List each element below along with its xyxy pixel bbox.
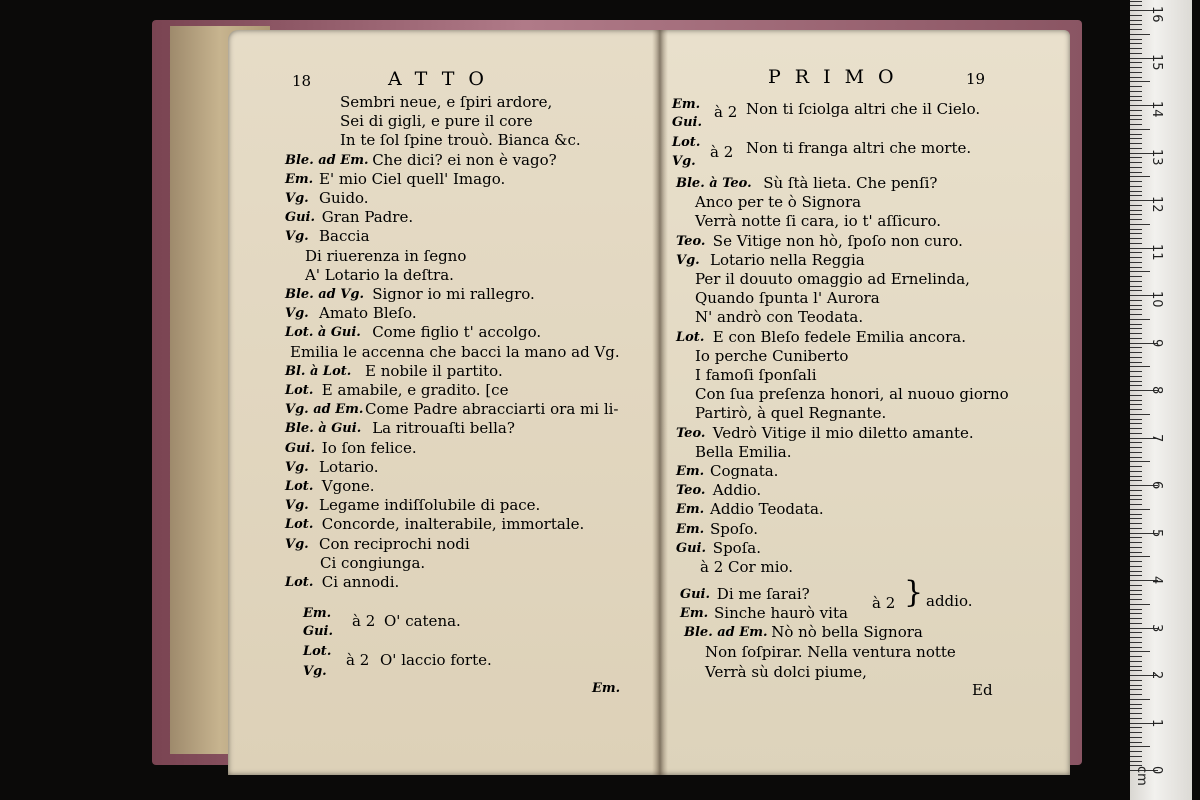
verse-line: Lotario. (319, 457, 379, 476)
ruler-tick (1130, 124, 1142, 125)
ruler-tick (1130, 281, 1142, 282)
verse-line: Verrà notte ſi cara, io t' aſſicuro. (695, 212, 942, 231)
ruler-tick (1130, 651, 1150, 652)
ruler-tick (1130, 613, 1142, 614)
verse-line: Gran Padre. (321, 208, 414, 227)
speaker-label: Em. (680, 606, 709, 621)
ruler-tick (1130, 656, 1142, 657)
verse-line: In te ſol ſpine trouò. Bianca &c. (340, 131, 581, 150)
ruler-tick (1130, 62, 1142, 63)
speaker-label: Bl. à Lot. (285, 363, 352, 379)
ruler-tick (1130, 737, 1142, 738)
verse-line: Partirò, à quel Regnante. (695, 404, 887, 423)
ruler-tick (1130, 761, 1142, 762)
ruler-tick (1130, 72, 1142, 73)
ruler-label: 6 (1149, 481, 1164, 490)
ruler-tick (1130, 229, 1142, 230)
verse-line: Se Vitige non hò, ſpoſo non curo. (712, 231, 963, 250)
verse-line: Quando ſpunta l' Aurora (695, 289, 880, 308)
ruler-tick (1130, 338, 1142, 339)
left-running-head: ATTO (388, 68, 498, 90)
speaker-label: Vg. ad Em. (285, 402, 364, 418)
ruler-tick (1130, 571, 1142, 572)
ruler-tick (1130, 528, 1142, 529)
ruler-tick (1130, 110, 1142, 111)
ruler-tick (1130, 609, 1142, 610)
ruler-tick (1130, 148, 1142, 149)
speaker-label: Lot. (285, 479, 314, 494)
ruler-tick (1130, 371, 1142, 372)
ruler-tick (1130, 618, 1142, 619)
ruler-tick (1130, 537, 1142, 538)
ruler-tick (1130, 637, 1142, 638)
ruler-tick (1130, 756, 1142, 757)
verse-line: Ci congiunga. (320, 553, 426, 572)
catchword: Em. (592, 681, 621, 696)
speaker-label: Gui. (285, 440, 316, 456)
speaker-label: Lot. (676, 329, 705, 345)
ruler-tick (1130, 414, 1150, 415)
duet-mark: à 2 (710, 143, 734, 161)
verse-line: Come Padre abracciarti ora mi li- (365, 400, 619, 419)
ruler-tick (1130, 134, 1142, 135)
ruler-tick (1130, 661, 1142, 662)
ruler-label: 8 (1149, 386, 1164, 395)
speaker-label: Em. (676, 502, 705, 518)
verse-line: Guido. (319, 189, 369, 207)
ruler-tick (1130, 15, 1142, 16)
verse-line: Nò nò bella Signora (771, 623, 923, 641)
ruler-tick (1130, 271, 1150, 272)
ruler-tick (1130, 195, 1142, 196)
ruler-label: 5 (1149, 528, 1164, 537)
verse-line: Amato Bleſo. (319, 304, 417, 323)
ruler-tick (1130, 556, 1150, 557)
speaker-label: Lot. (285, 517, 314, 533)
verse-line: Di riuerenza in ſegno (305, 246, 467, 265)
ruler-tick (1130, 751, 1142, 752)
speaker-label: Vg. (285, 536, 309, 552)
ruler-tick (1130, 309, 1142, 310)
ruler-label: 1 (1149, 718, 1164, 727)
ruler-tick (1130, 138, 1142, 139)
ruler-tick (1130, 699, 1150, 700)
ruler-label: 15 (1149, 53, 1164, 71)
verse-line: Che dici? ei non è vago? (372, 150, 557, 169)
speaker-label: Vg. (672, 154, 696, 169)
left-page-number: 18 (292, 72, 312, 90)
ruler-tick (1130, 96, 1142, 97)
ruler-tick (1130, 447, 1142, 448)
ruler-tick (1130, 499, 1142, 500)
ruler-tick (1130, 157, 1142, 158)
ruler-tick (1130, 590, 1142, 591)
ruler-tick (1130, 642, 1142, 643)
ruler-tick (1130, 100, 1142, 101)
verse-line: Di me ſarai? (716, 585, 810, 603)
speaker-label: Gui. (285, 210, 316, 226)
ruler-tick (1130, 694, 1142, 695)
speaker-label: Lot. (285, 575, 314, 590)
ruler-tick (1130, 599, 1142, 600)
ruler-tick (1130, 119, 1142, 120)
ruler-tick (1130, 34, 1150, 35)
ruler-tick (1130, 352, 1142, 353)
verse-line: O' laccio forte. (380, 651, 492, 669)
duet-mark: à 2 (346, 651, 370, 669)
ruler-tick (1130, 376, 1142, 377)
verse-line: Spoſa. (712, 538, 761, 557)
speaker-label: Vg. (285, 191, 309, 206)
ruler-tick (1130, 547, 1142, 548)
ruler-label: 11 (1149, 243, 1164, 261)
ruler-tick (1130, 704, 1142, 705)
verse-line: E nobile il partito. (365, 361, 503, 380)
right-running-head: PRIMO (768, 66, 908, 88)
ruler-tick (1130, 509, 1150, 510)
speaker-label: Teo. (676, 233, 706, 249)
speaker-label: Em. (676, 521, 705, 537)
ruler-tick (1130, 518, 1142, 519)
speaker-label: Vg. (285, 459, 309, 475)
speaker-label: Gui. (676, 540, 707, 556)
ruler-tick (1130, 290, 1142, 291)
ruler-tick (1130, 666, 1142, 667)
ruler-tick (1130, 476, 1142, 477)
ruler-tick (1130, 243, 1142, 244)
ruler-tick (1130, 257, 1142, 258)
verse-line: Sembri neue, e ſpiri ardore, (340, 93, 553, 111)
speaker-label: Lot. (303, 644, 332, 659)
ruler-tick (1130, 276, 1142, 277)
ruler-tick (1130, 428, 1142, 429)
verse-line: Cognata. (710, 462, 779, 480)
right-page-number: 19 (966, 70, 986, 88)
ruler-tick (1130, 314, 1142, 315)
verse-line: Io ſon felice. (321, 438, 417, 457)
speaker-label: Gui. (303, 624, 334, 639)
ruler-tick (1130, 214, 1142, 215)
verse-line: Legame indiſſolubile di pace. (319, 496, 541, 515)
speaker-label: Gui. (672, 115, 703, 130)
ruler-tick (1130, 647, 1142, 648)
verse-line: Concorde, inalterabile, immortale. (321, 515, 585, 534)
ruler-tick (1130, 727, 1142, 728)
ruler-tick (1130, 404, 1142, 405)
ruler-tick (1130, 362, 1142, 363)
ruler-label: 12 (1149, 196, 1164, 213)
ruler-tick (1130, 514, 1142, 515)
verse-line: Vgone. (321, 477, 375, 495)
speaker-label: Em. (285, 171, 314, 187)
ruler-tick (1130, 732, 1142, 733)
ruler-tick (1130, 452, 1142, 453)
verse-line: Per il douuto omaggio ad Ernelinda, (695, 270, 970, 288)
measurement-ruler (1130, 0, 1192, 800)
ruler-label: 13 (1149, 148, 1164, 166)
ruler-tick (1130, 286, 1142, 287)
ruler-tick (1130, 585, 1142, 586)
verse-line: Addio. (712, 481, 762, 500)
verse-line: Non ti franga altri che morte. (746, 139, 972, 157)
speaker-label: Em. (672, 97, 701, 112)
ruler-tick (1130, 708, 1142, 709)
duet-mark: à 2 (352, 612, 376, 630)
ruler-tick (1130, 632, 1142, 633)
ruler-label: 16 (1149, 6, 1164, 23)
ruler-tick (1130, 219, 1142, 220)
ruler-label: 9 (1149, 338, 1164, 347)
ruler-tick (1130, 91, 1142, 92)
verse-line: Con ſua preſenza honori, al nuouo giorno (695, 385, 1009, 404)
ruler-tick (1130, 328, 1142, 329)
ruler-tick (1130, 53, 1142, 54)
ruler-label: 7 (1149, 433, 1164, 442)
verse-line: Anco per te ò Signora (695, 193, 862, 212)
verse-line: Vedrò Vitige il mio diletto amante. (712, 423, 974, 442)
ruler-tick (1130, 623, 1142, 624)
ruler-tick (1130, 746, 1150, 747)
ruler-tick (1130, 357, 1142, 358)
ruler-tick (1130, 504, 1142, 505)
ruler-tick (1130, 172, 1142, 173)
ruler-tick (1130, 347, 1142, 348)
ruler-tick (1130, 685, 1142, 686)
ruler-tick (1130, 713, 1142, 714)
ruler-tick (1130, 381, 1142, 382)
verse-line: Io perche Cuniberto (695, 346, 849, 365)
ruler-tick (1130, 43, 1142, 44)
ruler-label: 14 (1149, 101, 1164, 118)
verse-line: à 2 Cor mio. (700, 558, 794, 576)
ruler-tick (1130, 395, 1142, 396)
ruler-tick (1130, 495, 1142, 496)
ruler-tick (1130, 366, 1150, 367)
ruler-tick (1130, 542, 1142, 543)
ruler-tick (1130, 604, 1150, 605)
speaker-label: Ble. ad Em. (684, 625, 768, 640)
ruler-tick (1130, 24, 1142, 25)
verse-line: I famoſi ſponſali (695, 366, 817, 384)
ruler-tick (1130, 162, 1142, 163)
ruler-tick (1130, 523, 1142, 524)
speaker-label: Vg. (676, 252, 700, 268)
speaker-label: Em. (676, 464, 705, 479)
ruler-tick (1130, 238, 1142, 239)
ruler-tick (1130, 680, 1142, 681)
verse-line: Verrà sù dolci piume, (705, 663, 867, 681)
ruler-label: 10 (1149, 291, 1164, 308)
ruler-tick (1130, 39, 1142, 40)
ruler-tick (1130, 490, 1142, 491)
duet-mark: à 2 (714, 103, 738, 121)
ruler-tick (1130, 423, 1142, 424)
speaker-label: Ble. à Gui. (285, 421, 362, 437)
ruler-tick (1130, 385, 1142, 386)
ruler-tick (1130, 442, 1142, 443)
verse-line: E con Bleſo fedele Emilia ancora. (712, 327, 966, 346)
duet-mark: à 2 (872, 594, 896, 612)
ruler-tick (1130, 594, 1142, 595)
ruler-tick (1130, 552, 1142, 553)
ruler-tick (1130, 77, 1142, 78)
ruler-tick (1130, 575, 1142, 576)
ruler-tick (1130, 67, 1142, 68)
ruler-tick (1130, 471, 1142, 472)
ruler-tick (1130, 262, 1142, 263)
verse-line: E' mio Ciel quell' Imago. (319, 169, 506, 188)
ruler-tick (1130, 233, 1142, 234)
ruler-label: 3 (1149, 623, 1164, 632)
verse-line: addio. (926, 592, 973, 610)
ruler-tick (1130, 186, 1142, 187)
speaker-label: Ble. ad Vg. (285, 287, 364, 302)
ruler-tick (1130, 300, 1142, 301)
book-gutter (652, 30, 668, 775)
ruler-tick (1130, 409, 1142, 410)
ruler-tick (1130, 191, 1142, 192)
ruler-tick (1130, 224, 1150, 225)
verse-line: Sei di gigli, e pure il core (340, 112, 533, 131)
speaker-label: Teo. (676, 425, 706, 441)
verse-line: E amabile, e gradito. [ce (321, 381, 509, 399)
verse-line: A' Lotario la deſtra. (305, 265, 454, 284)
verse-line: Bella Emilia. (695, 442, 792, 461)
speaker-label: Ble. à Teo. (676, 176, 752, 191)
verse-line: Sù ſtà lieta. Che penſi? (763, 174, 938, 192)
ruler-tick (1130, 81, 1150, 82)
ruler-tick (1130, 143, 1142, 144)
ruler-tick (1130, 29, 1142, 30)
ruler-label: 4 (1149, 576, 1164, 585)
verse-line: Ci annodi. (321, 573, 400, 591)
ruler-tick (1130, 319, 1150, 320)
ruler-tick (1130, 181, 1142, 182)
ruler-tick (1130, 689, 1142, 690)
speaker-label: Ble. ad Em. (285, 152, 369, 168)
ruler-tick (1130, 1, 1142, 2)
speaker-label: Teo. (676, 483, 706, 499)
ruler-tick (1130, 176, 1150, 177)
ruler-tick (1130, 461, 1150, 462)
ruler-tick (1130, 20, 1142, 21)
verse-line: Lotario nella Reggia (710, 250, 865, 269)
ruler-tick (1130, 5, 1142, 6)
ruler-tick (1130, 252, 1142, 253)
verse-line: Sinche haurò vita (714, 604, 848, 622)
speaker-label: Em. (303, 606, 332, 621)
ruler-tick (1130, 457, 1142, 458)
ruler-tick (1130, 129, 1150, 130)
speaker-label: Lot. (672, 135, 701, 150)
ruler-tick (1130, 205, 1142, 206)
ruler-tick (1130, 86, 1142, 87)
ruler-tick (1130, 670, 1142, 671)
ruler-tick (1130, 480, 1142, 481)
ruler-tick (1130, 267, 1142, 268)
speaker-label: Gui. (680, 587, 711, 602)
verse-line: Non ſoſpirar. Nella ventura notte (705, 643, 956, 661)
brace-glyph: } (904, 575, 924, 610)
ruler-tick (1130, 324, 1142, 325)
ruler-tick (1130, 333, 1142, 334)
verse-line: Addio Teodata. (710, 500, 824, 519)
catchword: Ed (972, 681, 993, 699)
verse-line: La ritrouaſti bella? (372, 419, 515, 438)
ruler-tick (1130, 742, 1142, 743)
ruler-tick (1130, 210, 1142, 211)
speaker-label: Vg. (285, 306, 309, 322)
speaker-label: Vg. (303, 664, 327, 679)
verse-line: Come figlio t' accolgo. (372, 323, 542, 342)
ruler-tick (1130, 305, 1142, 306)
verse-line: Spoſo. (710, 519, 758, 538)
speaker-label: Lot. à Gui. (285, 325, 361, 341)
ruler-tick (1130, 115, 1142, 116)
speaker-label: Vg. (285, 498, 309, 514)
verse-line: O' catena. (384, 612, 461, 630)
speaker-label: Lot. (285, 383, 314, 398)
ruler-tick (1130, 566, 1142, 567)
ruler-tick (1130, 718, 1142, 719)
ruler-tick (1130, 466, 1142, 467)
ruler-tick (1130, 419, 1142, 420)
verse-line: Emilia le accenna che bacci la mano ad Vg. (290, 342, 620, 361)
ruler-label: 2 (1149, 671, 1164, 680)
verse-line: Signor io mi rallegro. (372, 285, 535, 303)
verse-line: Non ti ſciolga altri che il Cielo. (746, 100, 981, 118)
ruler-label: 0 cm (1134, 766, 1164, 786)
ruler-tick (1130, 433, 1142, 434)
ruler-tick (1130, 167, 1142, 168)
speaker-label: Vg. (285, 229, 309, 245)
verse-line: Baccia (319, 227, 370, 246)
ruler-tick (1130, 561, 1142, 562)
ruler-tick (1130, 400, 1142, 401)
verse-line: Con reciprochi nodi (319, 534, 470, 553)
verse-line: N' andrò con Teodata. (695, 308, 864, 327)
ruler-tick (1130, 48, 1142, 49)
